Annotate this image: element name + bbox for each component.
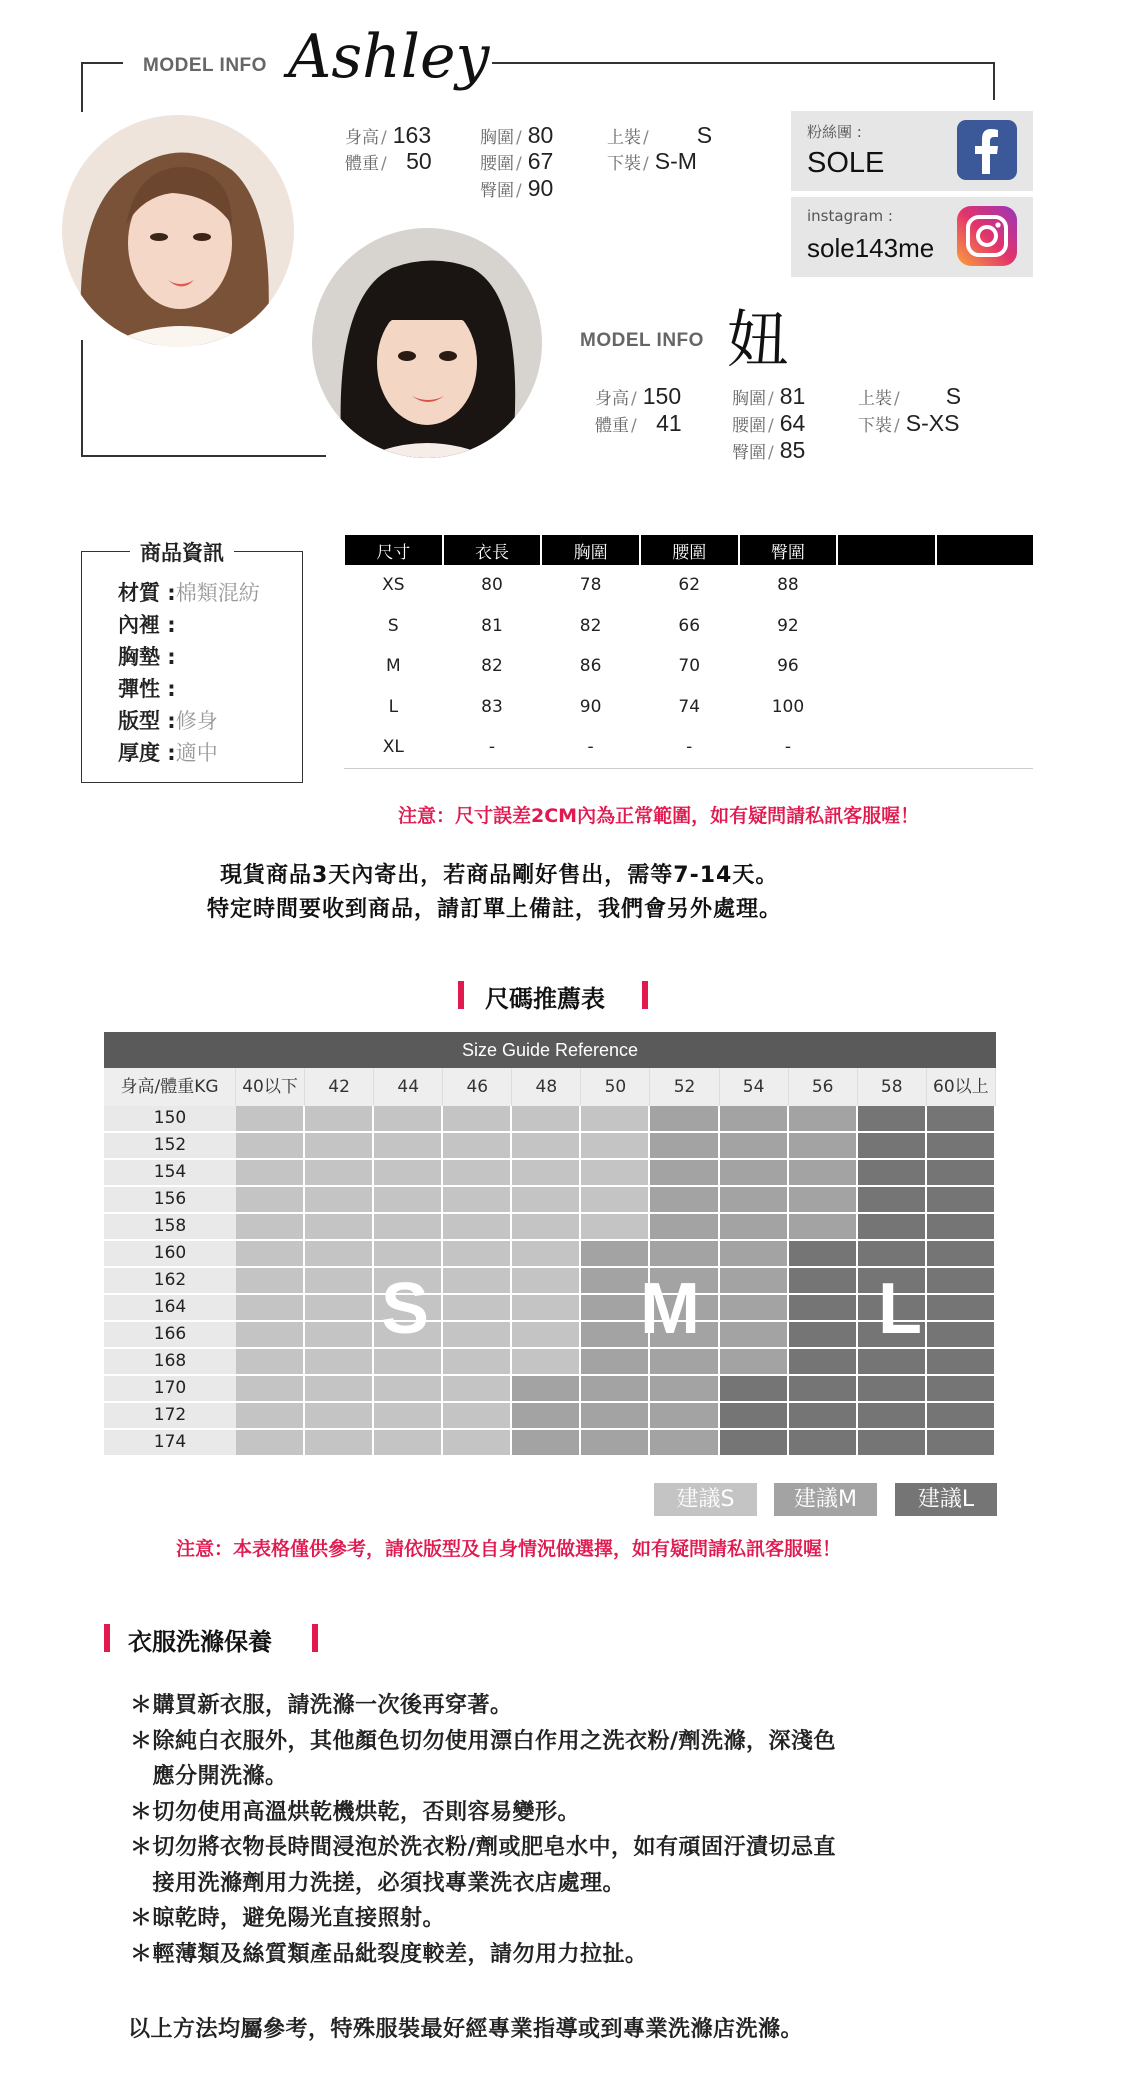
size-guide-cell	[858, 1106, 927, 1133]
size-guide-cell	[305, 1106, 374, 1133]
size-guide-cell	[236, 1187, 305, 1214]
facebook-icon	[957, 120, 1017, 180]
size-table-row	[344, 687, 1033, 728]
size-guide-cell	[374, 1187, 443, 1214]
model1-top: 上裝 / S	[607, 122, 713, 148]
size-guide-row	[104, 1106, 996, 1133]
care-bar-right	[312, 1624, 318, 1652]
size-table-cell: 90	[579, 696, 602, 717]
size-table-cell	[837, 727, 935, 768]
size-guide-cell	[512, 1160, 581, 1187]
size-guide-height: 152	[104, 1133, 236, 1160]
size-guide-cell	[789, 1430, 858, 1457]
size-guide-cell	[443, 1403, 512, 1430]
product-info-value: 適中	[175, 741, 218, 765]
legend-l: 建議L	[895, 1483, 997, 1516]
size-guide-weight: 46	[443, 1068, 512, 1106]
size-guide-cell	[581, 1133, 650, 1160]
size-guide-cell	[512, 1214, 581, 1241]
size-table-cell: 66	[678, 615, 701, 636]
size-guide-cell	[305, 1403, 374, 1430]
care-line: 接用洗滌劑用力洗搓，必須找專業洗衣店處理。	[130, 1870, 626, 1896]
size-guide-cell	[927, 1295, 996, 1322]
size-guide-cell	[858, 1160, 927, 1187]
size-guide-cell	[512, 1295, 581, 1322]
product-info-title: 商品資訊	[130, 537, 234, 567]
zone-letter-l: L	[878, 1269, 924, 1349]
size-guide-height: 160	[104, 1241, 236, 1268]
size-guide-cell	[927, 1106, 996, 1133]
size-guide-cell	[927, 1268, 996, 1295]
size-guide-cell	[720, 1349, 789, 1376]
size-guide-cell	[374, 1160, 443, 1187]
size-guide-cell	[443, 1322, 512, 1349]
size-table-cell	[936, 606, 1033, 647]
size-guide-cell	[236, 1322, 305, 1349]
zone-letter-s: S	[381, 1269, 432, 1349]
model1-hip: 臀圍 / 90	[480, 175, 554, 201]
size-table-cell: 70	[678, 656, 701, 677]
legend-m: 建議M	[774, 1483, 877, 1516]
size-guide-row	[104, 1430, 996, 1457]
product-info-row	[118, 609, 176, 639]
model2-name: 妞	[727, 303, 790, 376]
size-table-cell: 82	[481, 656, 503, 677]
size-guide-cell	[305, 1187, 374, 1214]
model2-photo	[312, 228, 542, 458]
size-guide-cell	[650, 1106, 719, 1133]
model1-name: Ashley	[288, 22, 490, 92]
size-guide-cell	[305, 1322, 374, 1349]
size-guide-header: Size Guide Reference	[104, 1032, 996, 1068]
size-guide-weight: 56	[789, 1068, 858, 1106]
size-table	[343, 535, 1033, 769]
model1-bottom: 下裝 / S-M	[607, 148, 697, 174]
size-guide-cell	[720, 1268, 789, 1295]
size-guide-cell	[927, 1376, 996, 1403]
size-guide-cell	[443, 1268, 512, 1295]
size-table-row	[344, 565, 1033, 606]
size-guide-height: 156	[104, 1187, 236, 1214]
size-guide-weight: 60以上	[927, 1068, 996, 1106]
model1-bust: 胸圍 / 80	[480, 122, 554, 148]
size-table-cell: -	[443, 727, 542, 768]
instagram-caption: instagram :	[807, 207, 893, 225]
size-table-cell	[936, 565, 1033, 606]
size-table-cell	[837, 687, 935, 728]
size-guide-cell	[789, 1349, 858, 1376]
size-guide-cell	[512, 1322, 581, 1349]
size-table-cell: 83	[481, 696, 503, 717]
size-guide-cell	[236, 1349, 305, 1376]
size-guide-row	[104, 1133, 996, 1160]
size-guide-row	[104, 1322, 996, 1349]
care-line: ＊晾乾時，避免陽光直接照射。	[130, 1906, 446, 1931]
care-line: 應分開洗滌。	[130, 1764, 288, 1789]
size-guide-cell	[236, 1430, 305, 1457]
size-table-cell	[837, 565, 935, 606]
size-guide-cell	[858, 1214, 927, 1241]
model1-label: MODEL INFO	[143, 55, 267, 76]
product-info-row	[118, 641, 176, 671]
size-guide-cell	[720, 1160, 789, 1187]
size-guide-cell	[512, 1349, 581, 1376]
size-guide-cell	[720, 1106, 789, 1133]
size-guide-cell	[720, 1295, 789, 1322]
size-guide-cell	[927, 1160, 996, 1187]
size-guide-cell	[512, 1187, 581, 1214]
care-footer: 以上方法均屬參考，特殊服裝最好經專業指導或到專業洗滌店洗滌。	[128, 2017, 804, 2042]
size-guide-cell	[374, 1214, 443, 1241]
title-bar-right	[642, 981, 648, 1009]
model2-weight: 體重 / 41	[595, 410, 682, 436]
size-guide-cell	[927, 1214, 996, 1241]
size-guide-cell	[512, 1241, 581, 1268]
product-info-value: 修身	[175, 709, 218, 733]
size-guide-height: 174	[104, 1430, 236, 1457]
size-guide-weight: 58	[858, 1068, 927, 1106]
size-guide-cell	[305, 1430, 374, 1457]
size-guide-cell	[512, 1430, 581, 1457]
size-guide-cell	[858, 1430, 927, 1457]
size-guide-cell	[927, 1133, 996, 1160]
size-guide-cell	[789, 1187, 858, 1214]
size-guide-cell	[305, 1349, 374, 1376]
size-guide-height: 162	[104, 1268, 236, 1295]
size-guide-cell	[443, 1430, 512, 1457]
size-table-header: 尺寸	[344, 535, 443, 565]
size-guide-corner: 身高/體重KG	[104, 1068, 236, 1106]
size-guide-cell	[789, 1214, 858, 1241]
size-guide-grid	[104, 1032, 996, 1457]
size-table-cell	[837, 606, 935, 647]
size-table-cell	[936, 687, 1033, 728]
size-guide-cell	[720, 1403, 789, 1430]
size-guide-cell	[443, 1214, 512, 1241]
size-guide-cell	[512, 1106, 581, 1133]
size-guide-cell	[374, 1241, 443, 1268]
size-guide-cell	[858, 1376, 927, 1403]
size-guide-cell	[789, 1376, 858, 1403]
size-guide-cell	[650, 1214, 719, 1241]
size-guide-cell	[650, 1241, 719, 1268]
size-guide-cell	[581, 1349, 650, 1376]
size-guide-cell	[650, 1349, 719, 1376]
model1-height: 身高 / 163	[345, 122, 432, 148]
care-line: ＊切勿使用高溫烘乾機烘乾，否則容易變形。	[130, 1799, 581, 1825]
size-guide-cell	[858, 1349, 927, 1376]
size-guide-cell	[927, 1187, 996, 1214]
size-guide-cell	[858, 1133, 927, 1160]
size-guide-cell	[581, 1106, 650, 1133]
size-guide-cell	[581, 1187, 650, 1214]
model2-label: MODEL INFO	[580, 330, 704, 351]
size-guide-cell	[305, 1295, 374, 1322]
size-guide-row	[104, 1376, 996, 1403]
size-guide-cell	[512, 1403, 581, 1430]
size-table-cell: -	[640, 727, 739, 768]
instagram-handle: sole143me	[807, 233, 935, 263]
size-guide-height: 170	[104, 1376, 236, 1403]
size-guide-cell	[789, 1160, 858, 1187]
size-guide-weight: 40以下	[236, 1068, 305, 1106]
product-info-row	[118, 705, 218, 735]
product-info-label: 內裡 :	[118, 613, 176, 637]
care-line: ＊切勿將衣物長時間浸泡於洗衣粉/劑或肥皂水中，如有頑固汙漬切忌直	[130, 1835, 837, 1860]
size-guide-cell	[789, 1133, 858, 1160]
care-line: ＊除純白衣服外，其他顏色切勿使用漂白作用之洗衣粉/劑洗滌，深淺色	[130, 1728, 837, 1754]
facebook-caption: 粉絲團 :	[807, 123, 862, 141]
size-guide-cell	[720, 1187, 789, 1214]
size-guide-weight: 44	[374, 1068, 443, 1106]
size-guide-cell	[581, 1214, 650, 1241]
size-table-cell: XS	[382, 575, 405, 596]
size-guide-cell	[443, 1160, 512, 1187]
size-guide-cell	[374, 1349, 443, 1376]
care-line: ＊輕薄類及絲質類產品紕裂度較差，請勿用力拉扯。	[130, 1941, 648, 1967]
size-table-cell	[936, 646, 1033, 687]
size-guide-weight: 48	[512, 1068, 581, 1106]
size-guide-cell	[650, 1403, 719, 1430]
size-guide-cell	[720, 1214, 789, 1241]
size-table-cell: 86	[579, 656, 602, 677]
model2-height: 身高 / 150	[595, 383, 682, 409]
size-guide-height: 172	[104, 1403, 236, 1430]
size-guide-cell	[789, 1403, 858, 1430]
size-guide-cell	[927, 1430, 996, 1457]
size-guide-cell	[236, 1241, 305, 1268]
care-line: ＊購買新衣服，請洗滌一次後再穿著。	[130, 1693, 513, 1718]
size-guide-cell	[789, 1241, 858, 1268]
size-guide-row	[104, 1241, 996, 1268]
size-guide-height: 166	[104, 1322, 236, 1349]
model1-waist: 腰圍 / 67	[480, 148, 554, 174]
size-guide-cell	[789, 1295, 858, 1322]
size-table-cell: L	[388, 696, 399, 717]
size-table-cell: 62	[678, 575, 701, 596]
size-guide-cell	[858, 1403, 927, 1430]
size-guide-cell	[789, 1268, 858, 1295]
care-title: 衣服洗滌保養	[128, 1628, 272, 1656]
size-guide-cell	[236, 1106, 305, 1133]
instagram-card[interactable]	[791, 197, 1033, 277]
size-guide-row	[104, 1187, 996, 1214]
size-guide-cell	[789, 1106, 858, 1133]
size-guide-cell	[305, 1214, 374, 1241]
size-table-cell: 82	[579, 615, 602, 636]
size-guide-cell	[650, 1160, 719, 1187]
size-guide-cell	[720, 1430, 789, 1457]
size-table-cell: -	[541, 727, 640, 768]
size-guide-cell	[236, 1403, 305, 1430]
size-guide-cell	[374, 1133, 443, 1160]
size-guide-height: 168	[104, 1349, 236, 1376]
size-guide-row	[104, 1214, 996, 1241]
size-guide-cell	[305, 1160, 374, 1187]
size-guide-row	[104, 1403, 996, 1430]
size-guide-cell	[650, 1187, 719, 1214]
size-table-row	[344, 646, 1033, 687]
size-guide-height: 154	[104, 1160, 236, 1187]
size-table-header: 臀圍	[739, 535, 838, 565]
size-guide-cell	[236, 1133, 305, 1160]
model2-bottom: 下裝 / S-XS	[858, 410, 960, 436]
size-table-cell: 88	[777, 575, 799, 596]
product-info-value: 棉類混紡	[175, 581, 260, 605]
size-guide-cell	[305, 1133, 374, 1160]
size-guide-cell	[927, 1349, 996, 1376]
size-guide-row	[104, 1349, 996, 1376]
size-table-cell: -	[739, 727, 838, 768]
size-table-cell: 96	[777, 656, 799, 677]
shipping-note-2: 特定時間要收到商品，請訂單上備註，我們會另外處理。	[207, 897, 783, 922]
size-guide-cell	[374, 1376, 443, 1403]
size-table-cell	[837, 646, 935, 687]
size-table-row	[344, 606, 1033, 647]
size-guide-cell	[236, 1268, 305, 1295]
size-guide-cell	[720, 1133, 789, 1160]
size-guide-cell	[650, 1133, 719, 1160]
size-table-cell: 92	[777, 615, 799, 636]
size-guide-row	[104, 1160, 996, 1187]
size-guide-row	[104, 1268, 996, 1295]
size-guide-cell	[305, 1376, 374, 1403]
size-guide-cell	[927, 1322, 996, 1349]
size-guide-title: 尺碼推薦表	[485, 985, 605, 1013]
facebook-card[interactable]	[791, 111, 1033, 191]
size-guide-cell	[374, 1403, 443, 1430]
size-error-note: 注意：尺寸誤差2CM內為正常範圍，如有疑問請私訊客服喔！	[398, 805, 920, 827]
size-table-cell: 100	[771, 696, 805, 717]
size-guide-cell	[443, 1376, 512, 1403]
size-table-header	[936, 535, 1033, 565]
size-guide-cell	[858, 1187, 927, 1214]
size-guide-cell	[443, 1106, 512, 1133]
size-guide-weight: 50	[581, 1068, 650, 1106]
size-guide-cell	[650, 1430, 719, 1457]
size-table-cell: 78	[579, 575, 602, 596]
size-guide-cell	[720, 1241, 789, 1268]
size-guide-weight: 54	[720, 1068, 789, 1106]
model1-photo	[62, 115, 294, 347]
care-bar-left	[104, 1624, 110, 1652]
model2-hip: 臀圍 / 85	[732, 437, 806, 463]
size-guide-cell	[236, 1214, 305, 1241]
size-guide-cell	[927, 1403, 996, 1430]
product-info-label: 胸墊 :	[118, 645, 176, 669]
size-guide-height: 164	[104, 1295, 236, 1322]
size-guide-cell	[650, 1376, 719, 1403]
size-guide-weight: 52	[650, 1068, 719, 1106]
model2-top: 上裝 / S	[858, 383, 962, 409]
size-guide-cell	[512, 1376, 581, 1403]
size-guide-cell	[720, 1376, 789, 1403]
product-info-label: 厚度 :	[118, 741, 176, 765]
size-guide-cell	[443, 1295, 512, 1322]
product-info-row	[118, 577, 260, 607]
size-guide-cell	[374, 1106, 443, 1133]
size-guide-cell	[305, 1268, 374, 1295]
size-guide-cell	[443, 1133, 512, 1160]
size-guide-cell	[305, 1241, 374, 1268]
size-guide-cell	[443, 1187, 512, 1214]
size-table-header: 胸圍	[541, 535, 640, 565]
size-guide-cell	[236, 1160, 305, 1187]
size-guide-row	[104, 1295, 996, 1322]
size-guide-cell	[581, 1430, 650, 1457]
legend-s: 建議S	[654, 1483, 757, 1516]
size-guide-height: 150	[104, 1106, 236, 1133]
size-guide-weight: 42	[305, 1068, 374, 1106]
size-guide-cell	[443, 1241, 512, 1268]
model2-bust: 胸圍 / 81	[732, 383, 806, 409]
size-guide-cell	[789, 1322, 858, 1349]
product-info-label: 版型 :	[118, 709, 176, 733]
size-table-header: 腰圍	[640, 535, 739, 565]
size-guide-cell	[581, 1403, 650, 1430]
size-table-cell: S	[387, 615, 399, 636]
size-table-header	[837, 535, 935, 565]
title-bar-left	[458, 981, 464, 1009]
size-guide-cell	[581, 1160, 650, 1187]
size-guide-cell	[720, 1322, 789, 1349]
size-guide-cell	[236, 1376, 305, 1403]
size-guide-cell	[374, 1430, 443, 1457]
size-guide-note: 注意：本表格僅供參考，請依版型及自身情況做選擇，如有疑問請私訊客服喔！	[176, 1538, 842, 1560]
size-table-cell: M	[385, 656, 401, 677]
size-table-cell: 81	[481, 615, 503, 636]
product-info-label: 材質 :	[118, 581, 176, 605]
size-guide-cell	[858, 1241, 927, 1268]
model1-weight: 體重 / 50	[345, 148, 432, 174]
size-table-cell: 74	[678, 696, 701, 717]
zone-letter-m: M	[640, 1269, 702, 1349]
size-guide-height: 158	[104, 1214, 236, 1241]
instagram-icon	[957, 206, 1017, 266]
size-table-cell: XL	[344, 727, 443, 768]
size-guide-cell	[927, 1241, 996, 1268]
size-guide-cell	[581, 1241, 650, 1268]
size-table-header: 衣長	[443, 535, 542, 565]
product-info-row	[118, 737, 218, 767]
model2-waist: 腰圍 / 64	[732, 410, 806, 436]
size-table-row	[344, 727, 1033, 768]
size-guide-cell	[512, 1133, 581, 1160]
product-info-row	[118, 673, 176, 703]
size-guide-cell	[581, 1376, 650, 1403]
size-guide-cell	[512, 1268, 581, 1295]
facebook-name: SOLE	[807, 147, 885, 179]
shipping-note-1: 現貨商品3天內寄出，若商品剛好售出，需等7-14天。	[220, 863, 779, 888]
size-guide-cell	[236, 1295, 305, 1322]
product-info-label: 彈性 :	[118, 677, 176, 701]
size-table-cell: 80	[481, 575, 503, 596]
size-guide-cell	[443, 1349, 512, 1376]
size-table-cell	[936, 727, 1033, 768]
